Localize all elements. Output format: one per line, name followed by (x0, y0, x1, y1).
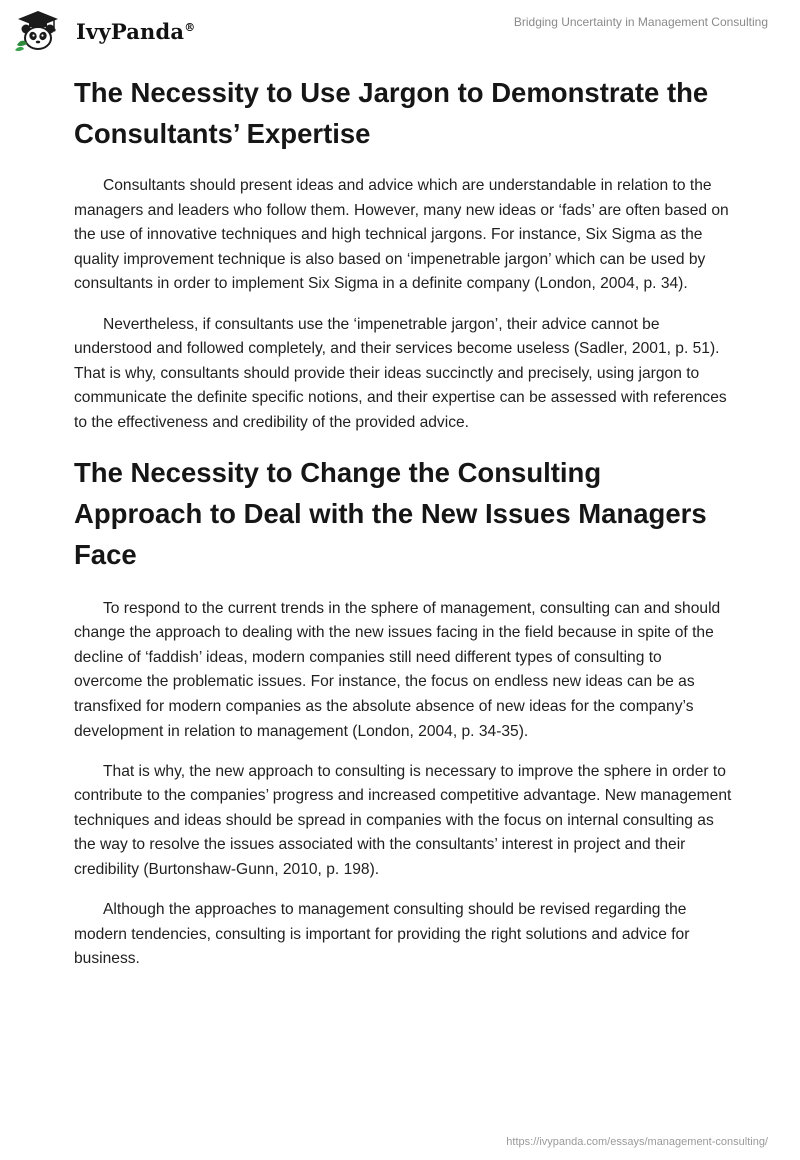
paragraph: To respond to the current trends in the sphere of management, consulting can and should change the approach to dealing with the new issues facing in the field because in spite of the decline of ‘faddish’ ideas, modern companies still need different types of consulting to overcome the problematic issues. For instance, the focus on endless new ideas can be as transfixed for modern companies as the absolute absence of new ideas for the company’s development in relation to management (London, 2004, p. 34-35). (74, 599, 721, 740)
paragraph: Consultants should present ideas and advice which are understandable in relation to the managers and leaders who follow them. However, many new ideas or ‘fads’ are often based on the use of innovative techniques and high technical jargons. For instance, Six Sigma as the quality improvement technique is also based on ‘impenetrable jargon’ which can be used by consultants in order to implement Six Sigma in a definite company (London, 2004, p. 34). (74, 177, 729, 293)
paragraph: That is why, the new approach to consulting is necessary to improve the sphere in order to contribute to the companies’ progress and increased competitive advantage. New management techniques and ideas should be spread in companies with the focus on internal consulting as the way to resolve the issues associated with the consultants’ interest in project and their credibility (Burtonshaw-Gunn, 2010, p. 198). (74, 762, 732, 879)
paragraph: Although the approaches to management consulting should be revised regarding the modern tendencies, consulting is important for providing the right solutions and advice for business. (74, 901, 690, 968)
registered-mark: ® (184, 20, 196, 34)
source-url-link[interactable]: https://ivypanda.com/essays/management-consulting/ (506, 1136, 768, 1148)
logo-wordmark: IvyPanda® (76, 18, 196, 44)
section-jargon (74, 72, 734, 436)
essay-content (74, 72, 734, 988)
paragraph: Nevertheless, if consultants use the ‘impenetrable jargon’, their advice cannot be understood and followed completely, and their services become useless (Sadler, 2001, p. 51). That is why, consultants should provide their ideas succinctly and precisely, using jargon to communicate the definite specific notions, and their expertise can be assessed with references to the effectiveness and credibility of the provided advice. (74, 315, 727, 431)
running-title: Bridging Uncertainty in Management Consulting (513, 15, 768, 29)
panda-graduate-icon (14, 9, 74, 53)
section-consulting-approach (74, 452, 734, 973)
section-heading: The Necessity to Use Jargon to Demonstrate the Consultants’ Expertise (74, 77, 709, 149)
ivypanda-logo[interactable] (14, 9, 195, 53)
section-heading: The Necessity to Change the Consulting Approach to Deal with the New Issues Managers Face (74, 456, 707, 570)
page-header (0, 0, 800, 60)
